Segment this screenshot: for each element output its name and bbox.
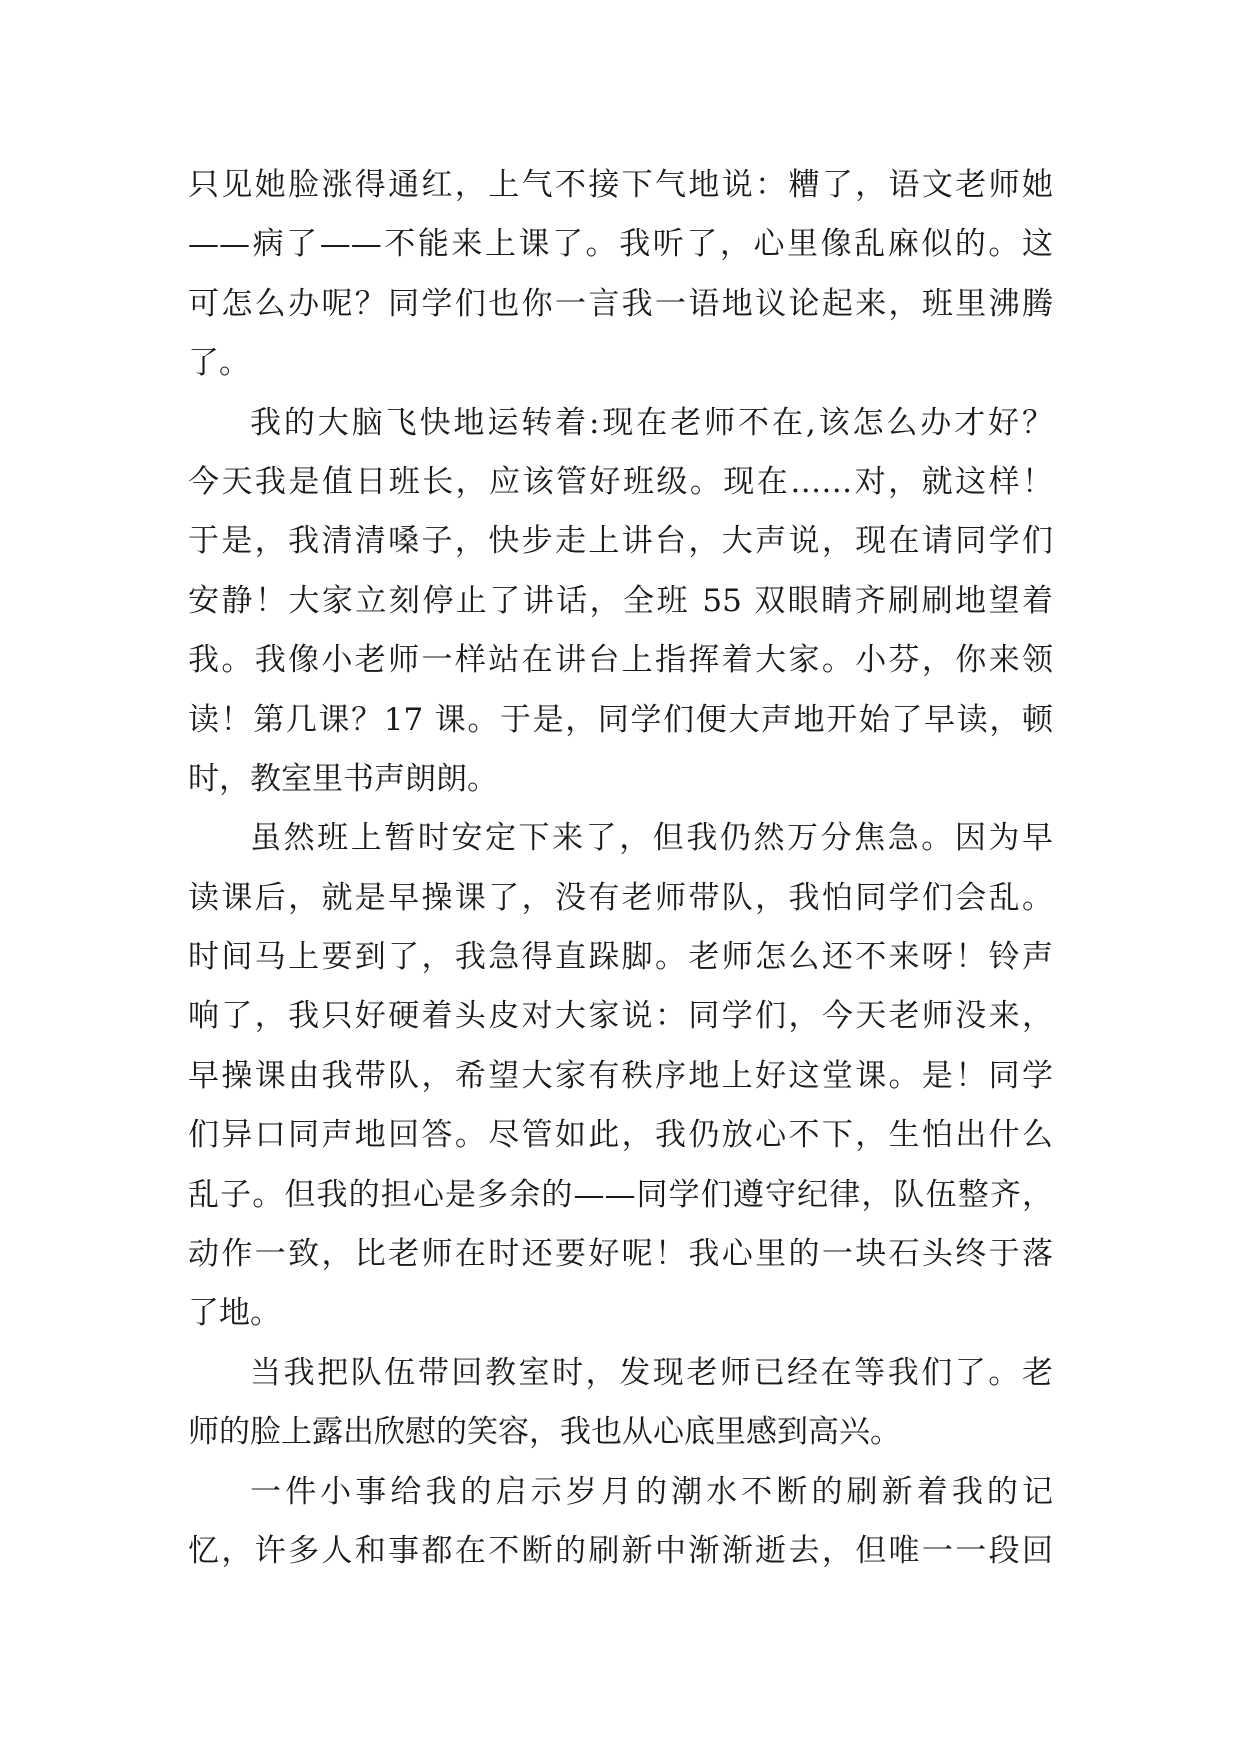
- text-line: 时，教室里书声朗朗。: [188, 760, 498, 797]
- text-line: 可怎么办呢？同学们也你一言我一语地议论起来，班里沸腾: [188, 285, 1053, 322]
- text-line: 读！第几课？17 课。于是，同学们便大声地开始了早读，顿: [188, 701, 1053, 738]
- text-line: 我的大脑飞快地运转着:现在老师不在,该怎么办才好？: [250, 404, 1053, 441]
- text-line: 了地。: [188, 1295, 281, 1332]
- text-line: ——病了——不能来上课了。我听了，心里像乱麻似的。这: [188, 226, 1053, 263]
- text-line: 当我把队伍带回教室时，发现老师已经在等我们了。老: [250, 1354, 1053, 1391]
- text-line: 于是，我清清嗓子，快步走上讲台，大声说，现在请同学们: [188, 523, 1053, 560]
- text-line: 安静！大家立刻停止了讲话，全班 55 双眼睛齐刷刷地望着: [188, 582, 1053, 619]
- text-line: 读课后，就是早操课了，没有老师带队，我怕同学们会乱。: [188, 879, 1053, 916]
- text-line: 今天我是值日班长，应该管好班级。现在……对，就这样！: [188, 463, 1053, 500]
- text-line: 虽然班上暂时安定下来了，但我仍然万分焦急。因为早: [250, 820, 1053, 857]
- text-line: 响了，我只好硬着头皮对大家说：同学们，今天老师没来，: [188, 998, 1053, 1035]
- text-line: 时间马上要到了，我急得直跺脚。老师怎么还不来呀！铃声: [188, 939, 1053, 976]
- text-line: 们异口同声地回答。尽管如此，我仍放心不下，生怕出什么: [188, 1117, 1053, 1154]
- text-line: 只见她脸涨得通红，上气不接下气地说：糟了，语文老师她: [188, 167, 1053, 203]
- text-line: 一件小事给我的启示岁月的潮水不断的刷新着我的记: [250, 1473, 1053, 1510]
- text-line: 乱子。但我的担心是多余的——同学们遵守纪律，队伍整齐，: [188, 1176, 1053, 1213]
- text-line: 动作一致，比老师在时还要好呢！我心里的一块石头终于落: [188, 1236, 1053, 1273]
- text-line: 了。: [188, 345, 250, 382]
- text-line: 忆，许多人和事都在不断的刷新中渐渐逝去，但唯一一段回: [188, 1532, 1053, 1569]
- text-line: 我。我像小老师一样站在讲台上指挥着大家。小芬，你来领: [188, 642, 1053, 679]
- text-line: 师的脸上露出欣慰的笑容，我也从心底里感到高兴。: [188, 1414, 901, 1451]
- document-body: [188, 156, 1053, 1581]
- text-line: 早操课由我带队，希望大家有秩序地上好这堂课。是！同学: [188, 1057, 1053, 1094]
